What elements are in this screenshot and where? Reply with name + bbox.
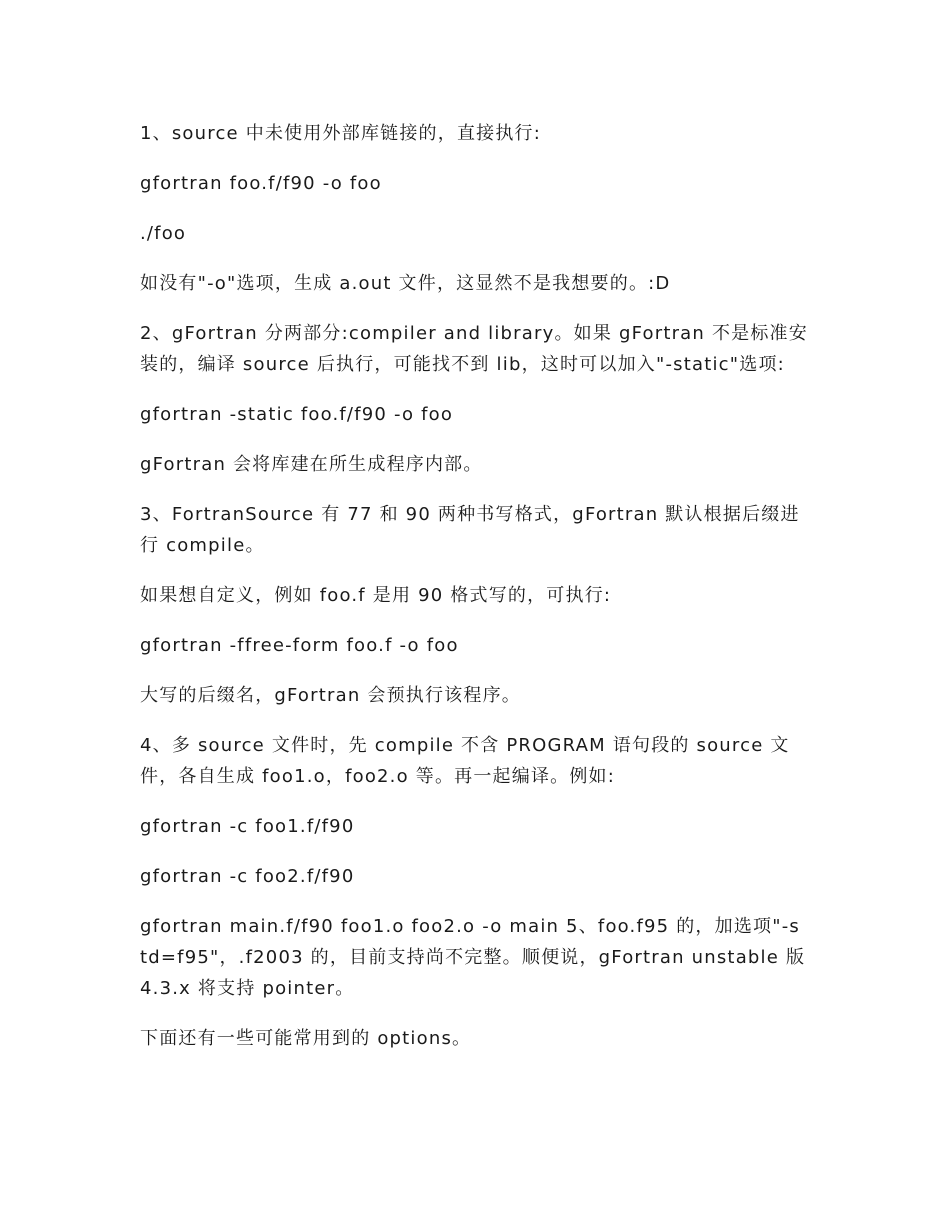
code-line-free-form: gfortran -ffree-form foo.f -o foo — [140, 635, 459, 656]
paragraph-3: 3、FortranSource 有 77 和 90 两种书写格式，gFortran 默认根据后缀进行 compile。 — [140, 504, 800, 556]
paragraph-options: 下面还有一些可能常用到的 options。 — [140, 1028, 472, 1049]
paragraph-1: 1、source 中未使用外部库链接的，直接执行: — [140, 123, 542, 144]
paragraph-4: 4、多 source 文件时，先 compile 不含 PROGRAM 语句段的 source 文件，各自生成 foo1.o，foo2.o 等。再一起编译。例如: — [140, 735, 790, 787]
code-line-static: gfortran -static foo.f/f90 -o foo — [140, 404, 454, 425]
paragraph-5: gfortran main.f/f90 foo1.o foo2.o -o main 5、foo.f95 的，加选项"-std=f95"，.f2003 的，目前支持尚不完整。顺便说，gFortran unstable 版 4.3.x 将支持 pointer。 — [140, 916, 813, 999]
code-line-compile: gfortran foo.f/f90 -o foo — [140, 173, 382, 194]
paragraph-uppercase-suffix: 大写的后缀名，gFortran 会预执行该程序。 — [140, 685, 521, 706]
paragraph-custom-format: 如果想自定义，例如 foo.f 是用 90 格式写的，可执行: — [140, 585, 612, 606]
paragraph-aout-note: 如没有"-o"选项，生成 a.out 文件，这显然不是我想要的。:D — [140, 273, 671, 294]
paragraph-static-note: gFortran 会将库建在所生成程序内部。 — [140, 454, 483, 475]
paragraph-2: 2、gFortran 分两部分:compiler and library。如果 gFortran 不是标准安装的，编译 source 后执行，可能找不到 lib，这时可以加入"-static"选项: — [140, 323, 808, 375]
code-line-foo2: gfortran -c foo2.f/f90 — [140, 866, 355, 887]
code-line-run: ./foo — [140, 223, 187, 244]
code-line-foo1: gfortran -c foo1.f/f90 — [140, 816, 355, 837]
document-body — [140, 118, 813, 1073]
